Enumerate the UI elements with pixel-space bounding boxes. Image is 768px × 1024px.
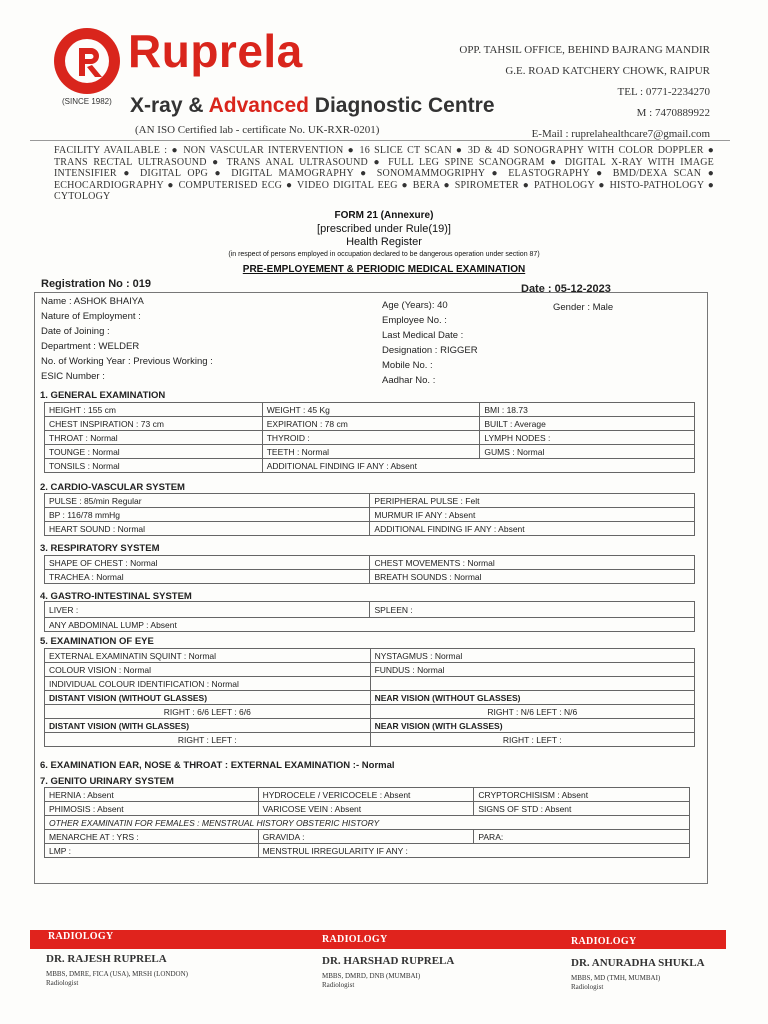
table-row [45, 733, 695, 747]
table-row [45, 556, 695, 570]
cardio-table [44, 493, 695, 536]
table-cell: RIGHT : 6/6 LEFT : 6/6 [45, 705, 371, 719]
table-row [45, 417, 695, 431]
facility-list: FACILITY AVAILABLE : ● NON VASCULAR INTERVENTION ● 16 SLICE CT SCAN ● 3D & 4D SONOGRAPHY WITH COLOR DOPPLER ● TRANS RECTAL ULTRASOUND ● TRANS ANAL ULTRASOUND ● FULL LEG SPINE SCANOGRAM ● DIGITAL X-RAY WITH IMAGE INTENSIFIER ● DIGITAL OPG ● DIGITAL MAMOGRAPHY ● SONOMAMMOGRIPHY ● ELASTOGRAPHY ● BMD/DEXA SCAN ● ECHOCARDIOGRAPHY ● COMPUTERISED ECG ● VIDEO DIGITAL EEG ● BERA ● SPIROMETER ● PATHOLOGY ● HISTO-PATHOLOGY ● CYTOLOGY [54, 145, 714, 202]
age-field: Age (Years): 40 [382, 300, 448, 311]
gastro-table [44, 601, 695, 632]
table-cell: COLOUR VISION : Normal [45, 663, 371, 677]
degree-line: Radiologist [571, 983, 604, 991]
table-cell: WEIGHT : 45 Kg [262, 403, 480, 417]
table-cell: GRAVIDA : [258, 830, 474, 844]
section-respiratory: 3. RESPIRATORY SYSTEM [40, 543, 160, 554]
section-eye: 5. EXAMINATION OF EYE [40, 636, 154, 647]
table-cell: TONSILS : Normal [45, 459, 263, 473]
table-cell: SPLEEN : [370, 602, 695, 618]
nature-field: Nature of Employment : [41, 311, 141, 322]
table-cell: EXPIRATION : 78 cm [262, 417, 480, 431]
table-cell: EXTERNAL EXAMINATIN SQUINT : Normal [45, 649, 371, 663]
table-cell: GUMS : Normal [480, 445, 695, 459]
footer-label: RADIOLOGY [571, 936, 637, 947]
table-cell [370, 677, 694, 691]
genito-table [44, 787, 690, 858]
table-cell: NYSTAGMUS : Normal [370, 649, 694, 663]
table-cell: MENSTRUL IRREGULARITY IF ANY : [258, 844, 689, 858]
mobile-field: Mobile No. : [382, 360, 433, 371]
table-row [45, 788, 690, 802]
table-cell: THROAT : Normal [45, 431, 263, 445]
degree-line: Radiologist [46, 979, 79, 987]
table-cell: BREATH SOUNDS : Normal [370, 570, 695, 584]
doctor-name: DR. ANURADHA SHUKLA [571, 957, 705, 969]
aadhar-field: Aadhar No. : [382, 375, 436, 386]
table-cell: DISTANT VISION (WITHOUT GLASSES) [45, 691, 371, 705]
table-cell: NEAR VISION (WITHOUT GLASSES) [370, 691, 694, 705]
table-cell: SHAPE OF CHEST : Normal [45, 556, 370, 570]
table-row [45, 844, 690, 858]
form-heading: PRE-EMPLOYEMENT & PERIODIC MEDICAL EXAMINATION [242, 264, 526, 275]
exam-date: Date : 05-12-2023 [521, 283, 611, 295]
designation-field: Designation : RIGGER [382, 345, 478, 356]
table-cell: TOUNGE : Normal [45, 445, 263, 459]
table-row [45, 431, 695, 445]
footer-label: RADIOLOGY [322, 934, 388, 945]
table-cell: BMI : 18.73 [480, 403, 695, 417]
table-cell: OTHER EXAMINATIN FOR FEMALES : MENSTRUAL HISTORY OBSTERIC HISTORY [45, 816, 690, 830]
table-cell: PHIMOSIS : Absent [45, 802, 259, 816]
table-cell: PERIPHERAL PULSE : Felt [370, 494, 695, 508]
table-cell: CRYPTORCHISISM : Absent [474, 788, 690, 802]
form-number: FORM 21 (Annexure) [334, 210, 434, 221]
subtitle-part: X-ray & [130, 94, 209, 117]
table-cell: SIGNS OF STD : Absent [474, 802, 690, 816]
table-row [45, 403, 695, 417]
table-cell: LIVER : [45, 602, 370, 618]
letterhead [0, 0, 768, 140]
table-cell: NEAR VISION (WITH GLASSES) [370, 719, 694, 733]
since-year: (SINCE 1982) [62, 97, 112, 106]
brand-name: Ruprela [128, 25, 303, 77]
form-note: (in respect of persons employed in occupation declared to be dangerous operation under section 87) [228, 251, 540, 258]
email: E-Mail : ruprelahealthcare7@gmail.com [531, 128, 710, 140]
table-row [45, 677, 695, 691]
table-cell: RIGHT : LEFT : [45, 733, 371, 747]
table-cell: INDIVIDUAL COLOUR IDENTIFICATION : Normal [45, 677, 371, 691]
table-cell: MENARCHE AT : YRS : [45, 830, 259, 844]
table-cell: HEIGHT : 155 cm [45, 403, 263, 417]
table-cell: HERNIA : Absent [45, 788, 259, 802]
gender-field: Gender : Male [553, 302, 614, 313]
department-field: Department : WELDER [41, 341, 140, 352]
centre-subtitle [130, 94, 495, 118]
table-cell: CHEST MOVEMENTS : Normal [370, 556, 695, 570]
header-divider [30, 140, 730, 141]
table-row [45, 705, 695, 719]
form-register: Health Register [346, 236, 422, 248]
table-row [45, 508, 695, 522]
table-row [45, 459, 695, 473]
mobile: M : 7470889922 [636, 107, 710, 119]
doctor-degree [322, 972, 420, 990]
table-row [45, 663, 695, 677]
table-row [45, 816, 690, 830]
table-cell: LMP : [45, 844, 259, 858]
iso-certificate: (AN ISO Certified lab - certificate No. UK-RXR-0201) [135, 124, 380, 136]
address-block [459, 40, 710, 145]
table-cell: TRACHEA : Normal [45, 570, 370, 584]
table-cell: RIGHT : N/6 LEFT : N/6 [370, 705, 694, 719]
degree-line: MBBS, DMRE, FICA (USA), MRSH (LONDON) [46, 970, 188, 978]
esic-field: ESIC Number : [41, 371, 105, 382]
table-row [45, 602, 695, 618]
address-line: OPP. TAHSIL OFFICE, BEHIND BAJRANG MANDIR [459, 44, 710, 56]
registration-number: Registration No : 019 [41, 278, 152, 290]
table-row [45, 691, 695, 705]
section-gastro: 4. GASTRO-INTESTINAL SYSTEM [40, 591, 192, 602]
table-cell: ADDITIONAL FINDING IF ANY : Absent [262, 459, 694, 473]
table-cell: CHEST INSPIRATION : 73 cm [45, 417, 263, 431]
table-row [45, 445, 695, 459]
table-row [45, 802, 690, 816]
degree-line: Radiologist [322, 981, 355, 989]
section-cardio: 2. CARDIO-VASCULAR SYSTEM [40, 482, 185, 493]
table-cell: RIGHT : LEFT : [370, 733, 694, 747]
table-cell: LYMPH NODES : [480, 431, 695, 445]
table-cell: VARICOSE VEIN : Absent [258, 802, 474, 816]
table-cell: ANY ABDOMINAL LUMP : Absent [45, 618, 695, 632]
doctor-degree [46, 970, 188, 988]
footer-label: RADIOLOGY [48, 931, 114, 942]
table-cell: PULSE : 85/min Regular [45, 494, 370, 508]
table-row [45, 649, 695, 663]
table-cell: BP : 116/78 mmHg [45, 508, 370, 522]
table-cell: ADDITIONAL FINDING IF ANY : Absent [370, 522, 695, 536]
doctor-name: DR. RAJESH RUPRELA [46, 953, 167, 965]
table-row [45, 494, 695, 508]
table-cell: DISTANT VISION (WITH GLASSES) [45, 719, 371, 733]
table-cell: MURMUR IF ANY : Absent [370, 508, 695, 522]
doj-field: Date of Joining : [41, 326, 110, 337]
table-cell: BUILT : Average [480, 417, 695, 431]
table-cell: PARA: [474, 830, 690, 844]
form-rule: [prescribed under Rule(19)] [317, 223, 451, 235]
table-row [45, 830, 690, 844]
table-cell: TEETH : Normal [262, 445, 480, 459]
subtitle-part: Diagnostic Centre [308, 94, 495, 117]
telephone: TEL : 0771-2234270 [617, 86, 710, 98]
table-row [45, 522, 695, 536]
doctor-degree [571, 974, 660, 992]
respiratory-table [44, 555, 695, 584]
eye-table [44, 648, 695, 747]
degree-line: MBBS, MD (TMH, MUMBAI) [571, 974, 661, 982]
working-field: No. of Working Year : Previous Working : [41, 356, 213, 367]
general-table [44, 402, 695, 473]
degree-line: MBBS, DMRD, DNB (MUMBAI) [322, 972, 421, 980]
address-line: G.E. ROAD KATCHERY CHOWK, RAIPUR [505, 65, 710, 77]
name-field: Name : ASHOK BHAIYA [41, 296, 144, 307]
table-row [45, 570, 695, 584]
table-cell: HYDROCELE / VERICOCELE : Absent [258, 788, 474, 802]
section-general: 1. GENERAL EXAMINATION [40, 390, 166, 401]
subtitle-accent: Advanced [208, 94, 309, 117]
table-cell: HEART SOUND : Normal [45, 522, 370, 536]
section-genito: 7. GENITO URINARY SYSTEM [40, 776, 174, 787]
last-medical-field: Last Medical Date : [382, 330, 464, 341]
table-row [45, 618, 695, 632]
table-row [45, 719, 695, 733]
employee-field: Employee No. : [382, 315, 447, 326]
table-cell: THYROID : [262, 431, 480, 445]
ruprela-logo-icon [52, 26, 122, 96]
doctor-name: DR. HARSHAD RUPRELA [322, 955, 455, 967]
section-ent: 6. EXAMINATION EAR, NOSE & THROAT : EXTERNAL EXAMINATION :- Normal [40, 760, 395, 771]
table-cell: FUNDUS : Normal [370, 663, 694, 677]
